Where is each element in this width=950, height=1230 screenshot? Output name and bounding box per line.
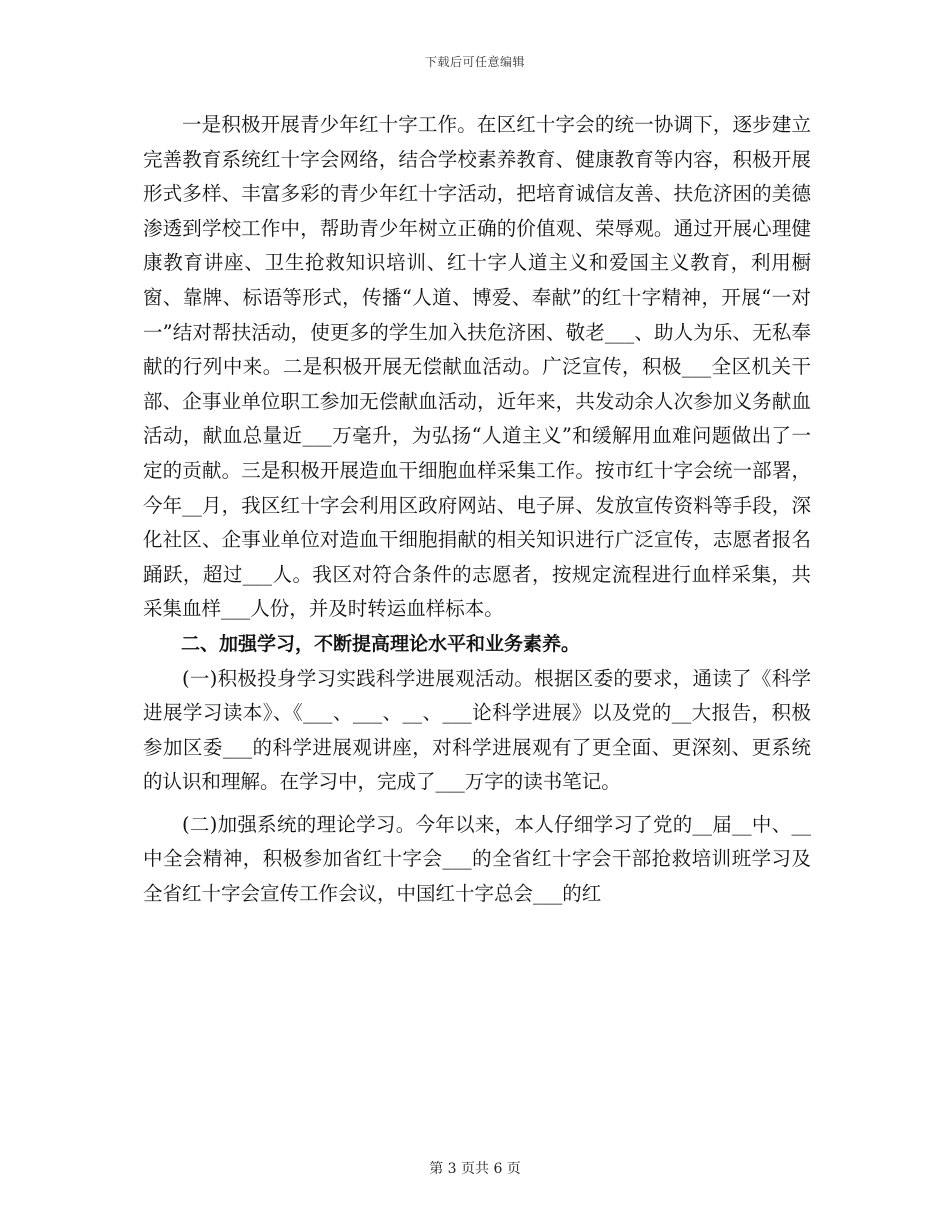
- paragraph-youth-red-cross: 一是积极开展青少年红十字工作。在区红十字会的统一协调下，逐步建立完善教育系统红十字会网络，结合学校素养教育、健康教育等内容，积极开展形式多样、丰富多彩的青少年红十字活动，把培育诚信友善、扶危济困的美德渗透到学校工作中，帮助青少年树立正确的价值观、荣辱观。通过开展心理健康教育讲座、卫生抢救知识培训、红十字人道主义和爱国主义教育，利用橱窗、靠牌、标语等形式，传播“人道、博爱、奉献”的红十字精神，开展“一对一”结对帮扶活动，使更多的学生加入扶危济困、敬老___、助人为乐、无私奉献的行列中来。二是积极开展无偿献血活动。广泛宣传，积极___全区机关干部、企事业单位职工参加无偿献血活动，近年来，共发动余人次参加义务献血活动，献血总量近___万毫升，为弘扬“人道主义”和缓解用血难问题做出了一定的贡献。三是积极开展造血干细胞血样采集工作。按市红十字会统一部署，今年__月，我区红十字会利用区政府网站、电子屏、发放宣传资料等手段，深化社区、企事业单位对造血干细胞捐献的相关知识进行广泛宣传，志愿者报名踊跃，超过___人。我区对符合条件的志愿者，按规定流程进行血样采集，共采集血样___人份，并及时转运血样标本。: [143, 113, 811, 621]
- page-header-note: 下载后可任意编辑: [424, 55, 525, 69]
- paragraph-scientific-development: (一)积极投身学习实践科学进展观活动。根据区委的要求，通读了《科学进展学习读本》、《___、___、__、___论科学进展》以及党的__大报告，积极参加区委___的科学进展观讲座，对科学进展观有了更全面、更深刻、更系统的认识和理解。在学习中，完成了___万字的读书笔记。: [143, 666, 811, 794]
- paragraph-theory-study: (二)加强系统的理论学习。今年以来，本人仔细学习了党的__届__中、__中全会精神，积极参加省红十字会___的全省红十字会干部抢救培训班学习及全省红十字会宣传工作会议，中国红十字总会___的红: [143, 812, 811, 906]
- document-body: [143, 108, 811, 912]
- section-heading-study: 二、加强学习，不断提高理论水平和业务素养。: [181, 632, 581, 655]
- page-number-footer: 第 3 页共 6 页: [429, 1161, 521, 1177]
